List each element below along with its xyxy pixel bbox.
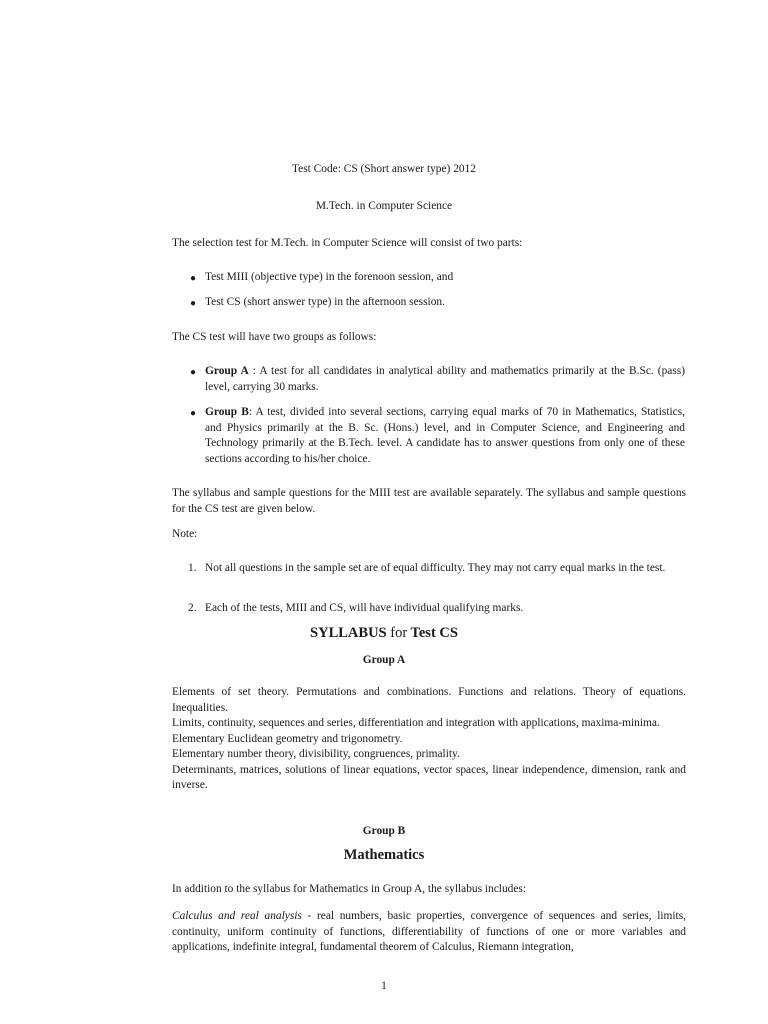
list-item bbox=[0, 364, 768, 398]
part-text: Test CS (short answer type) in the afternoon session. bbox=[205, 296, 445, 308]
bullet-icon: ● bbox=[190, 367, 197, 378]
part-text: Test MIII (objective type) in the forenoon session, and bbox=[205, 271, 454, 283]
program-title: M.Tech. in Computer Science bbox=[315, 200, 453, 212]
group-b-name: Group B bbox=[205, 406, 249, 418]
calculus-paragraph bbox=[172, 909, 686, 956]
mathematics-heading: Mathematics bbox=[343, 847, 425, 863]
syllabus-heading bbox=[0, 625, 768, 642]
group-a-description bbox=[205, 364, 685, 395]
group-a-title: Group A bbox=[362, 654, 406, 666]
test-code-title: Test Code: CS (Short answer type) 2012 bbox=[292, 163, 476, 175]
group-b-title: Group B bbox=[362, 825, 406, 837]
note-label: Note: bbox=[172, 528, 198, 540]
group-a-syllabus bbox=[172, 685, 686, 794]
syllabus-line: Determinants, matrices, solutions of linear equations, vector spaces, linear independence, dimension, rank and inverse. bbox=[172, 763, 686, 791]
note-number: 2. bbox=[188, 602, 197, 614]
calculus-text: real numbers, basic properties, convergence of sequences and series, limits, continuity, uniform continuity of functions, differentiability of functions of one or more variables and applications, indefinite integral, fundamental theorem of Calculus, Riemann integration, bbox=[172, 910, 686, 953]
list-item bbox=[0, 405, 768, 469]
syllabus-word: SYLLABUS bbox=[310, 625, 387, 641]
calculus-label: Calculus and real analysis - bbox=[172, 910, 312, 922]
group-b-intro: In addition to the syllabus for Mathematics in Group A, the syllabus includes: bbox=[172, 883, 527, 895]
list-item bbox=[0, 561, 768, 595]
page-number: 1 bbox=[381, 980, 387, 992]
group-b-text: : A test, divided into several sections, carrying equal marks of 70 in Mathematics, Statistics, and Physics primarily at the B. Sc. (Hons.) level, and in Computer Science, and Engineering and Technology primarily at the B.Tech. level. A candidate has to answer questions from only one of these sections according to his/her choice. bbox=[205, 406, 685, 465]
syllabus-line: Elementary Euclidean geometry and trigonometry. bbox=[172, 732, 403, 745]
bullet-icon: ● bbox=[190, 273, 197, 284]
group-b-description bbox=[205, 405, 685, 467]
note-text: Each of the tests, MIII and CS, will have individual qualifying marks. bbox=[205, 602, 524, 614]
note-text: Not all questions in the sample set are of equal difficulty. They may not carry equal marks in the test. bbox=[205, 562, 666, 574]
syllabus-line: Elementary number theory, divisibility, congruences, primality. bbox=[172, 748, 460, 760]
group-a-name: Group A bbox=[205, 365, 249, 377]
groups-intro: The CS test will have two groups as follows: bbox=[172, 331, 377, 343]
list-item bbox=[0, 601, 768, 619]
list-item bbox=[0, 295, 768, 315]
note-number: 1. bbox=[188, 562, 197, 574]
group-a-text: : A test for all candidates in analytical ability and mathematics primarily at the B.Sc. (pass) level, carrying 30 marks. bbox=[205, 365, 685, 393]
bullet-icon: ● bbox=[190, 298, 197, 309]
syllabus-test: Test CS bbox=[410, 625, 458, 641]
syllabus-line: Limits, continuity, sequences and series, differentiation and integration with applications, maxima-minima. bbox=[172, 717, 660, 729]
list-item bbox=[0, 270, 768, 290]
bullet-icon: ● bbox=[190, 408, 197, 419]
intro-paragraph: The selection test for M.Tech. in Computer Science will consist of two parts: bbox=[172, 237, 523, 249]
syllabus-for: for bbox=[390, 625, 408, 641]
syllabus-note: The syllabus and sample questions for the MIII test are available separately. The syllabus and sample questions for the CS test are given below. bbox=[172, 487, 686, 515]
syllabus-line: Elements of set theory. Permutations and combinations. Functions and relations. Theory of equations. Inequalities. bbox=[172, 686, 686, 714]
